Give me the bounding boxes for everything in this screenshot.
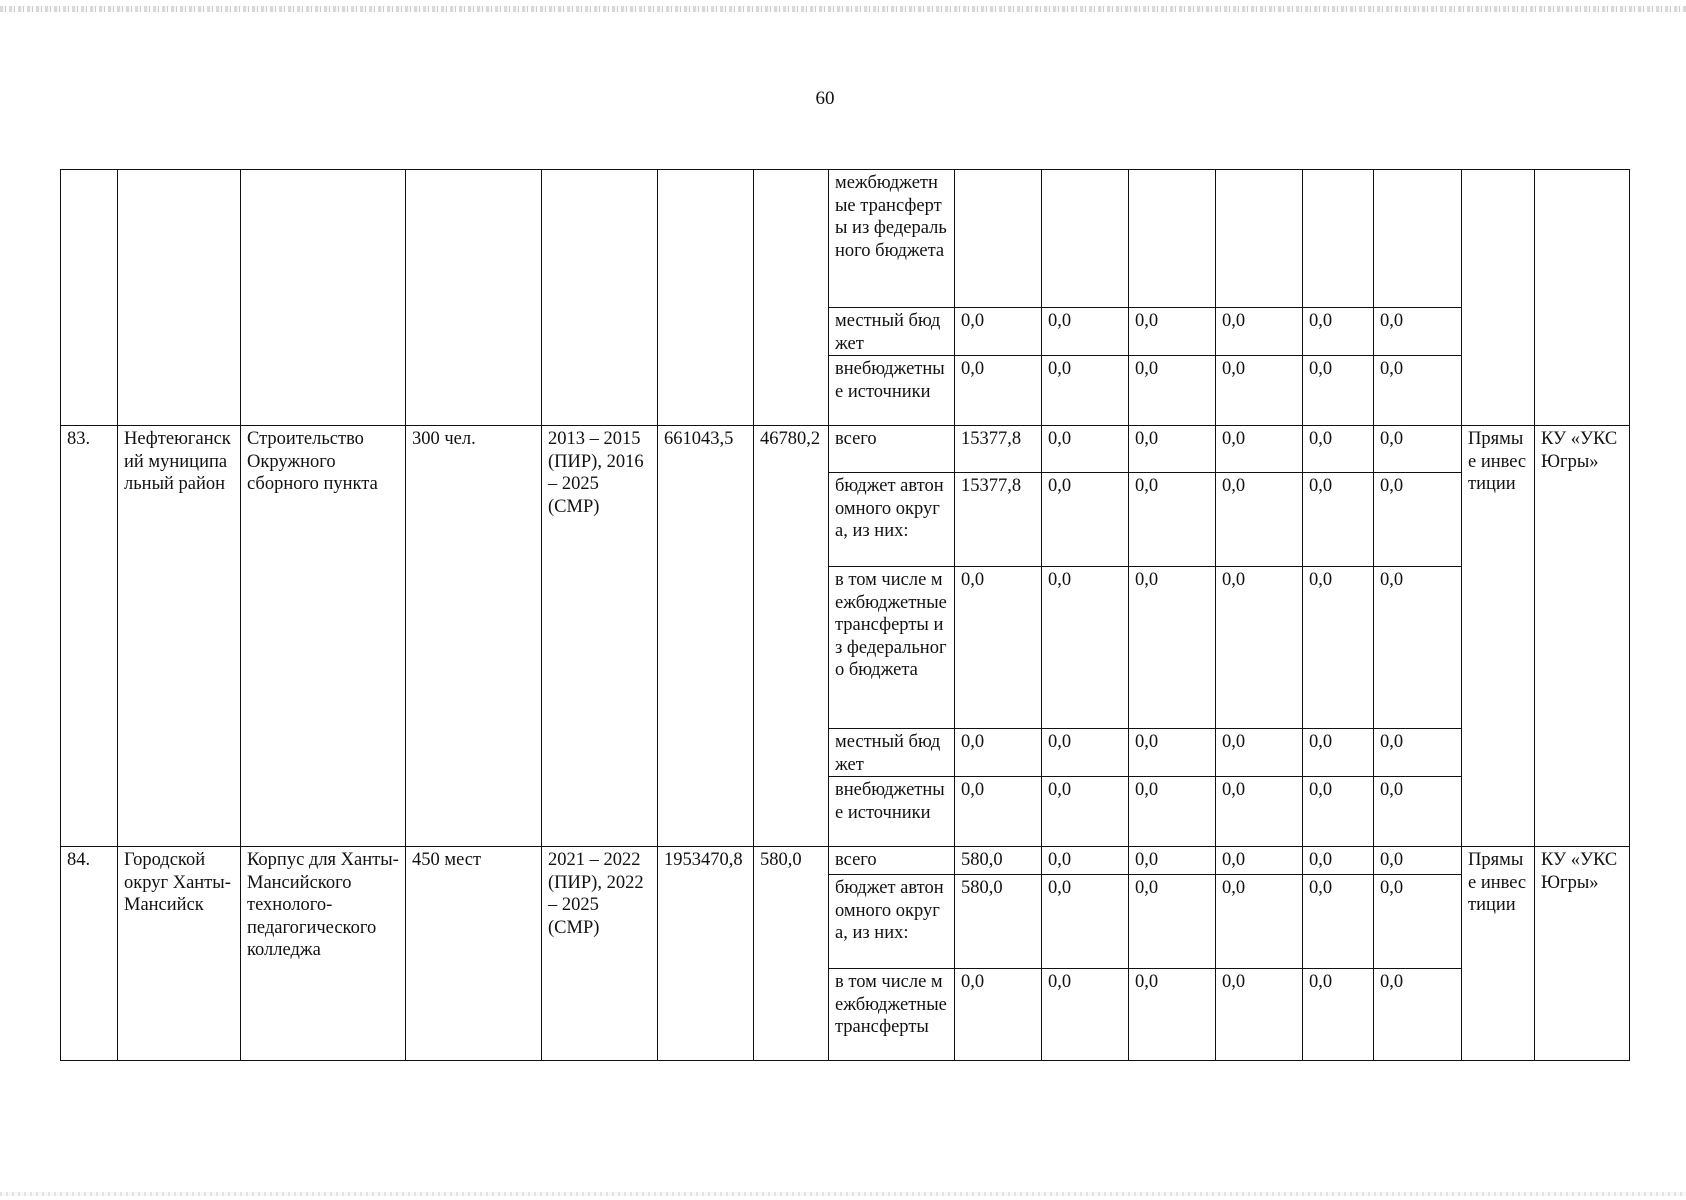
capacity-cell bbox=[406, 170, 542, 426]
object-customer: КУ «УКС Югры» bbox=[1535, 847, 1630, 1061]
value-cell: 0,0 bbox=[1374, 969, 1462, 1061]
object-investment-form: Прямые инвестиции bbox=[1462, 426, 1535, 847]
value-cell: 0,0 bbox=[1042, 729, 1129, 777]
value-cell: 0,0 bbox=[1129, 308, 1216, 356]
table-row bbox=[61, 847, 1630, 875]
object-number: 84. bbox=[61, 847, 118, 1061]
object-remaining-cost: 580,0 bbox=[754, 847, 829, 1061]
value-cell: 0,0 bbox=[955, 969, 1042, 1061]
object-municipality: Нефтеюганский муниципальный район bbox=[118, 426, 241, 847]
value-cell: 0,0 bbox=[1303, 473, 1374, 567]
source-label: всего bbox=[829, 847, 955, 875]
object-estimated-cost: 1953470,8 bbox=[658, 847, 754, 1061]
object-name: Строительство Окружного сборного пункта bbox=[241, 426, 406, 847]
investment-form-cell bbox=[1462, 170, 1535, 426]
value-cell: 0,0 bbox=[1374, 426, 1462, 473]
table-row bbox=[61, 426, 1630, 473]
value-cell: 0,0 bbox=[1374, 308, 1462, 356]
value-cell bbox=[1374, 170, 1462, 308]
value-cell: 0,0 bbox=[1303, 567, 1374, 729]
scan-edge-bottom bbox=[0, 1192, 1686, 1196]
value-cell: 0,0 bbox=[1042, 847, 1129, 875]
value-cell: 0,0 bbox=[1129, 777, 1216, 847]
object-number: 83. bbox=[61, 426, 118, 847]
object-period: 2021 – 2022 (ПИР), 2022 – 2025 (СМР) bbox=[542, 847, 658, 1061]
value-cell: 0,0 bbox=[1374, 847, 1462, 875]
source-label: в том числе межбюджетные трансферты из федерального бюджета bbox=[829, 567, 955, 729]
value-cell: 0,0 bbox=[955, 777, 1042, 847]
value-cell: 0,0 bbox=[1129, 847, 1216, 875]
value-cell: 0,0 bbox=[1129, 426, 1216, 473]
value-cell: 0,0 bbox=[1042, 567, 1129, 729]
value-cell: 0,0 bbox=[1129, 567, 1216, 729]
value-cell: 0,0 bbox=[1216, 875, 1303, 969]
value-cell: 580,0 bbox=[955, 875, 1042, 969]
value-cell: 0,0 bbox=[1374, 567, 1462, 729]
value-cell: 0,0 bbox=[1129, 875, 1216, 969]
value-cell bbox=[1216, 170, 1303, 308]
value-cell: 0,0 bbox=[1216, 777, 1303, 847]
value-cell: 0,0 bbox=[1303, 777, 1374, 847]
source-label: местный бюджет bbox=[829, 729, 955, 777]
value-cell: 0,0 bbox=[955, 729, 1042, 777]
value-cell: 0,0 bbox=[1129, 473, 1216, 567]
value-cell: 0,0 bbox=[1216, 426, 1303, 473]
object-period: 2013 – 2015 (ПИР), 2016 – 2025 (СМР) bbox=[542, 426, 658, 847]
value-cell: 0,0 bbox=[1129, 356, 1216, 426]
value-cell: 0,0 bbox=[1374, 473, 1462, 567]
value-cell: 0,0 bbox=[1303, 875, 1374, 969]
value-cell: 0,0 bbox=[1303, 356, 1374, 426]
value-cell: 0,0 bbox=[1042, 473, 1129, 567]
estimated-cost-cell bbox=[658, 170, 754, 426]
object-customer: КУ «УКС Югры» bbox=[1535, 426, 1630, 847]
source-label: всего bbox=[829, 426, 955, 473]
value-cell: 0,0 bbox=[1042, 969, 1129, 1061]
value-cell: 0,0 bbox=[1303, 969, 1374, 1061]
value-cell: 0,0 bbox=[1216, 308, 1303, 356]
value-cell bbox=[1303, 170, 1374, 308]
municipality-cell bbox=[118, 170, 241, 426]
value-cell bbox=[1129, 170, 1216, 308]
value-cell: 0,0 bbox=[1216, 847, 1303, 875]
source-label: внебюджетные источники bbox=[829, 777, 955, 847]
value-cell bbox=[1042, 170, 1129, 308]
page-number: 60 bbox=[815, 88, 835, 109]
value-cell: 0,0 bbox=[1374, 356, 1462, 426]
value-cell: 0,0 bbox=[1303, 308, 1374, 356]
value-cell: 0,0 bbox=[1042, 356, 1129, 426]
period-cell bbox=[542, 170, 658, 426]
investment-objects-table bbox=[60, 169, 1630, 1061]
number-cell bbox=[61, 170, 118, 426]
value-cell: 0,0 bbox=[1216, 729, 1303, 777]
source-label: межбюджетные трансферты из федерального бюджета bbox=[829, 170, 955, 308]
value-cell: 0,0 bbox=[1216, 567, 1303, 729]
value-cell: 0,0 bbox=[1129, 729, 1216, 777]
value-cell: 0,0 bbox=[1374, 729, 1462, 777]
value-cell: 0,0 bbox=[1216, 356, 1303, 426]
value-cell: 0,0 bbox=[1374, 875, 1462, 969]
table-row bbox=[61, 170, 1630, 308]
value-cell: 580,0 bbox=[955, 847, 1042, 875]
source-label: бюджет автономного округа, из них: bbox=[829, 473, 955, 567]
value-cell: 0,0 bbox=[955, 308, 1042, 356]
value-cell: 15377,8 bbox=[955, 473, 1042, 567]
remaining-cost-cell bbox=[754, 170, 829, 426]
value-cell: 0,0 bbox=[955, 356, 1042, 426]
source-label: в том числе межбюджетные трансферты bbox=[829, 969, 955, 1061]
value-cell: 0,0 bbox=[1042, 308, 1129, 356]
object-name: Корпус для Ханты-Мансийского технолого-педагогического колледжа bbox=[241, 847, 406, 1061]
object-estimated-cost: 661043,5 bbox=[658, 426, 754, 847]
value-cell: 0,0 bbox=[1216, 969, 1303, 1061]
source-label: внебюджетные источники bbox=[829, 356, 955, 426]
object-capacity: 300 чел. bbox=[406, 426, 542, 847]
value-cell: 0,0 bbox=[955, 567, 1042, 729]
source-label: местный бюджет bbox=[829, 308, 955, 356]
value-cell: 0,0 bbox=[1042, 875, 1129, 969]
value-cell bbox=[955, 170, 1042, 308]
object-investment-form: Прямые инвестиции bbox=[1462, 847, 1535, 1061]
object-name-cell bbox=[241, 170, 406, 426]
source-label: бюджет автономного округа, из них: bbox=[829, 875, 955, 969]
object-capacity: 450 мест bbox=[406, 847, 542, 1061]
value-cell: 0,0 bbox=[1129, 969, 1216, 1061]
customer-cell bbox=[1535, 170, 1630, 426]
scan-edge-top bbox=[0, 6, 1686, 12]
value-cell: 0,0 bbox=[1042, 777, 1129, 847]
value-cell: 15377,8 bbox=[955, 426, 1042, 473]
value-cell: 0,0 bbox=[1303, 426, 1374, 473]
value-cell: 0,0 bbox=[1303, 729, 1374, 777]
value-cell: 0,0 bbox=[1303, 847, 1374, 875]
value-cell: 0,0 bbox=[1374, 777, 1462, 847]
value-cell: 0,0 bbox=[1216, 473, 1303, 567]
object-municipality: Городской округ Ханты-Мансийск bbox=[118, 847, 241, 1061]
object-remaining-cost: 46780,2 bbox=[754, 426, 829, 847]
value-cell: 0,0 bbox=[1042, 426, 1129, 473]
